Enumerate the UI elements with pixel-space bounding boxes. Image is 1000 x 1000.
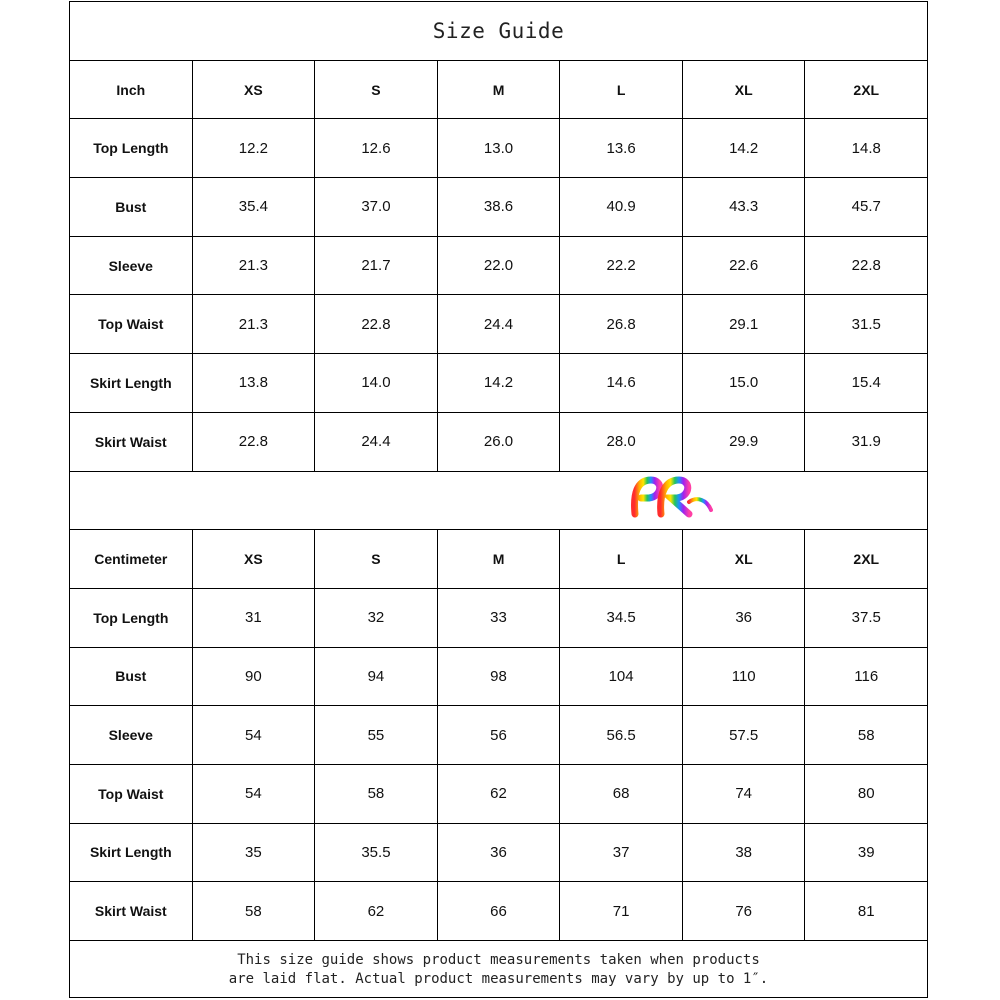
table-cell: 43.3 <box>683 178 806 236</box>
table-cell: 36 <box>438 824 561 882</box>
table-cell: 35.5 <box>315 824 438 882</box>
table-cell: 13.8 <box>193 354 316 412</box>
table-cell: 66 <box>438 882 561 940</box>
size-header-xs: XS <box>193 530 316 588</box>
size-header-xs: XS <box>193 61 316 119</box>
table-cell: 71 <box>560 882 683 940</box>
table-cell: 58 <box>315 765 438 823</box>
table-cell: 62 <box>438 765 561 823</box>
table-cell: 22.2 <box>560 237 683 295</box>
footer-line-2: are laid flat. Actual product measurements may vary by up to 1″. <box>228 971 769 987</box>
table-cell: 38 <box>683 824 806 882</box>
table-cell: 31 <box>193 589 316 647</box>
inch-table <box>70 61 927 472</box>
table-cell: 26.0 <box>438 413 561 471</box>
size-header-l: L <box>560 61 683 119</box>
table-cell: 24.4 <box>315 413 438 471</box>
table-cell: 24.4 <box>438 295 561 353</box>
row-label: Top Length <box>70 119 193 177</box>
row-label: Skirt Length <box>70 824 193 882</box>
table-cell: 76 <box>683 882 806 940</box>
size-header-l: L <box>560 530 683 588</box>
table-cell: 22.8 <box>193 413 316 471</box>
table-cell: 35.4 <box>193 178 316 236</box>
table-cell: 15.4 <box>851 374 881 392</box>
row-label: Skirt Length <box>70 354 193 412</box>
table-cell: 57.5 <box>683 706 806 764</box>
table-row <box>70 237 927 296</box>
table-cell: 58 <box>193 882 316 940</box>
table-cell: 40.9 <box>560 178 683 236</box>
table-cell: 62 <box>315 882 438 940</box>
footer-line-1: This size guide shows product measurements taken when products <box>237 952 760 968</box>
table-row <box>70 178 927 237</box>
table-cell: 36 <box>683 589 806 647</box>
table-cell: 94 <box>315 648 438 706</box>
table-cell: 14.2 <box>438 354 561 412</box>
size-guide-title-row <box>70 2 927 61</box>
table-row <box>70 119 927 178</box>
logo-row <box>70 472 927 531</box>
row-label: Bust <box>70 178 193 236</box>
size-header-2xl: 2XL <box>853 81 880 98</box>
table-cell: 21.7 <box>315 237 438 295</box>
table-row <box>70 765 927 824</box>
table-cell: 38.6 <box>438 178 561 236</box>
table-cell: 29.9 <box>683 413 806 471</box>
table-cell: 22.8 <box>851 257 881 275</box>
table-header-row <box>70 61 927 120</box>
row-label: Sleeve <box>70 706 193 764</box>
table-cell: 22.8 <box>315 295 438 353</box>
table-cell: 12.6 <box>315 119 438 177</box>
table-cell: 68 <box>560 765 683 823</box>
size-header-s: S <box>315 61 438 119</box>
table-cell: 33 <box>438 589 561 647</box>
table-row <box>70 648 927 707</box>
size-header-m: M <box>438 61 561 119</box>
size-header-s: S <box>315 530 438 588</box>
table-cell: 14.6 <box>560 354 683 412</box>
table-row <box>70 589 927 648</box>
size-header-m: M <box>438 530 561 588</box>
table-cell: 21.3 <box>193 237 316 295</box>
table-cell: 14.2 <box>683 119 806 177</box>
table-cell: 22.6 <box>683 237 806 295</box>
table-cell: 90 <box>193 648 316 706</box>
row-label: Top Length <box>70 589 193 647</box>
table-cell: 13.6 <box>560 119 683 177</box>
table-header-row <box>70 530 927 589</box>
row-label: Top Waist <box>70 765 193 823</box>
table-cell: 58 <box>857 726 875 744</box>
table-cell: 26.8 <box>560 295 683 353</box>
unit-label: Centimeter <box>70 530 193 588</box>
table-cell: 31.5 <box>851 315 881 333</box>
table-row <box>70 413 927 472</box>
table-cell: 116 <box>854 667 879 685</box>
table-cell: 98 <box>438 648 561 706</box>
table-cell: 29.1 <box>683 295 806 353</box>
table-cell: 22.0 <box>438 237 561 295</box>
table-cell: 32 <box>315 589 438 647</box>
table-cell: 56 <box>438 706 561 764</box>
table-cell: 21.3 <box>193 295 316 353</box>
size-header-xl: XL <box>683 530 806 588</box>
table-cell: 37.0 <box>315 178 438 236</box>
footer-note <box>70 941 927 999</box>
unit-label: Inch <box>70 61 193 119</box>
table-cell: 35 <box>193 824 316 882</box>
table-cell: 56.5 <box>560 706 683 764</box>
table-row <box>70 354 927 413</box>
table-cell: 80 <box>857 785 875 803</box>
table-row <box>70 824 927 883</box>
table-cell: 14.8 <box>851 139 881 157</box>
table-cell: 81 <box>857 902 875 920</box>
table-cell: 45.7 <box>851 198 881 216</box>
table-cell: 74 <box>683 765 806 823</box>
table-cell: 55 <box>315 706 438 764</box>
table-row <box>70 706 927 765</box>
table-cell: 110 <box>683 648 806 706</box>
table-row <box>70 882 927 941</box>
table-cell: 37 <box>560 824 683 882</box>
table-cell: 104 <box>560 648 683 706</box>
table-cell: 13.0 <box>438 119 561 177</box>
table-cell: 54 <box>193 765 316 823</box>
table-row <box>70 295 927 354</box>
table-cell: 15.0 <box>683 354 806 412</box>
row-label: Bust <box>70 648 193 706</box>
row-label: Sleeve <box>70 237 193 295</box>
table-cell: 37.5 <box>851 609 881 627</box>
centimeter-table <box>70 530 927 941</box>
table-cell: 14.0 <box>315 354 438 412</box>
table-cell: 28.0 <box>560 413 683 471</box>
size-guide-sheet <box>69 1 928 998</box>
table-cell: 39 <box>857 843 875 861</box>
row-label: Skirt Waist <box>70 413 193 471</box>
table-cell: 34.5 <box>560 589 683 647</box>
size-header-xl: XL <box>683 61 806 119</box>
table-cell: 54 <box>193 706 316 764</box>
row-label: Top Waist <box>70 295 193 353</box>
table-cell: 31.9 <box>851 433 881 451</box>
row-label: Skirt Waist <box>70 882 193 940</box>
page-title: Size Guide <box>432 18 565 43</box>
size-header-2xl: 2XL <box>853 551 880 568</box>
rainbow-logo-icon <box>627 474 717 520</box>
table-cell: 12.2 <box>193 119 316 177</box>
